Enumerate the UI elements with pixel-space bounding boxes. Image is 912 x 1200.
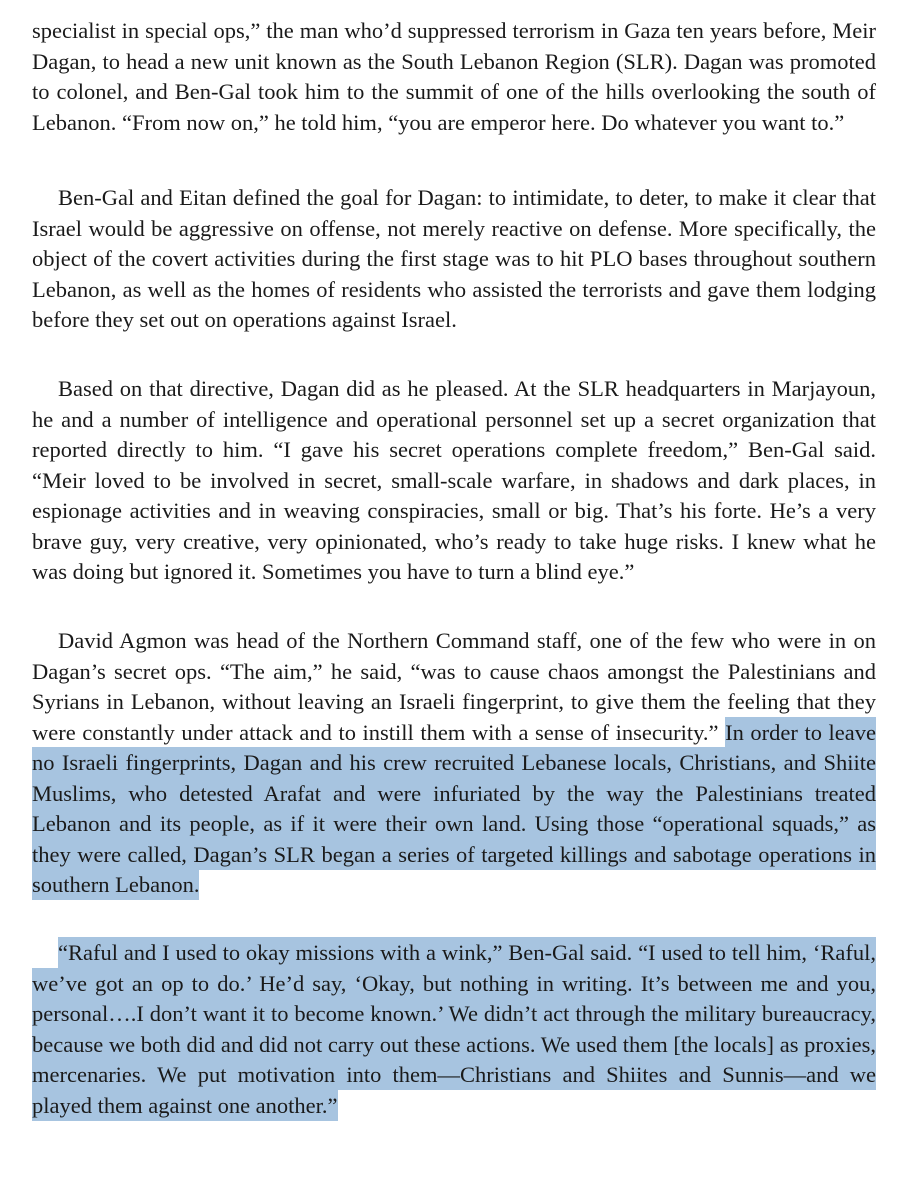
paragraph-4 bbox=[32, 626, 876, 901]
paragraph-5-highlighted-text[interactable]: “Raful and I used to okay missions with a wink,” Ben-Gal said. “I used to tell him, ‘Raful, we’ve got an op to do.’ He’d say, ‘Okay, but nothing in writing. It’s between me and you, personal….I don’t want it to become known.’ We didn’t act through the military bureaucracy, because we both did and did not carry out these actions. We used them [the locals] as proxies, mercenaries. We put motivation into them—Christians and Shiites and Sunnis—and we played them against one another.” bbox=[32, 937, 876, 1121]
paragraph-1 bbox=[32, 16, 876, 138]
paragraph-2 bbox=[32, 183, 876, 336]
paragraph-4-highlighted-text[interactable]: In order to leave no Israeli fingerprints, Dagan and his crew recruited Lebanese locals, Christians, and Shiite Muslims, who detested Arafat and were infuriated by the way the Palestinians treated Lebanon and its people, as if it were their own land. Using those “operational squads,” as they were called, Dagan’s SLR began a series of targeted killings and sabotage operations in southern Lebanon. bbox=[32, 717, 876, 901]
paragraph-3 bbox=[32, 374, 876, 588]
paragraph-1-text: specialist in special ops,” the man who’d suppressed terrorism in Gaza ten years before, Meir Dagan, to head a new unit known as the South Lebanon Region (SLR). Dagan was promoted to colonel, and Ben-Gal took him to the summit of one of the hills overlooking the south of Lebanon. “From now on,” he told him, “you are emperor here. Do whatever you want to.” bbox=[32, 18, 876, 135]
paragraph-4-text: David Agmon was head of the Northern Command staff, one of the few who were in on Dagan’s secret ops. “The aim,” he said, “was to cause chaos amongst the Palestinians and Syrians in Lebanon, without leaving an Israeli fingerprint, to give them the feeling that they were constantly under attack and to instill them with a sense of insecurity.” bbox=[32, 628, 876, 745]
paragraph-2-text: Ben-Gal and Eitan defined the goal for Dagan: to intimidate, to deter, to make it clear that Israel would be aggressive on offense, not merely reactive on defense. More specifically, the object of the covert activities during the first stage was to hit PLO bases throughout southern Lebanon, as well as the homes of residents who assisted the terrorists and gave them lodging before they set out on operations against Israel. bbox=[32, 185, 876, 332]
paragraph-3-text: Based on that directive, Dagan did as he pleased. At the SLR headquarters in Marjayoun, he and a number of intelligence and operational personnel set up a secret organization that reported directly to him. “I gave his secret operations complete freedom,” Ben-Gal said. “Meir loved to be involved in secret, small-scale warfare, in shadows and dark places, in espionage activities and in weaving conspiracies, small or big. That’s his forte. He’s a very brave guy, very creative, very opinionated, who’s ready to take huge risks. I knew what he was doing but ignored it. Sometimes you have to turn a blind eye.” bbox=[32, 376, 876, 584]
paragraph-5 bbox=[32, 938, 876, 1121]
